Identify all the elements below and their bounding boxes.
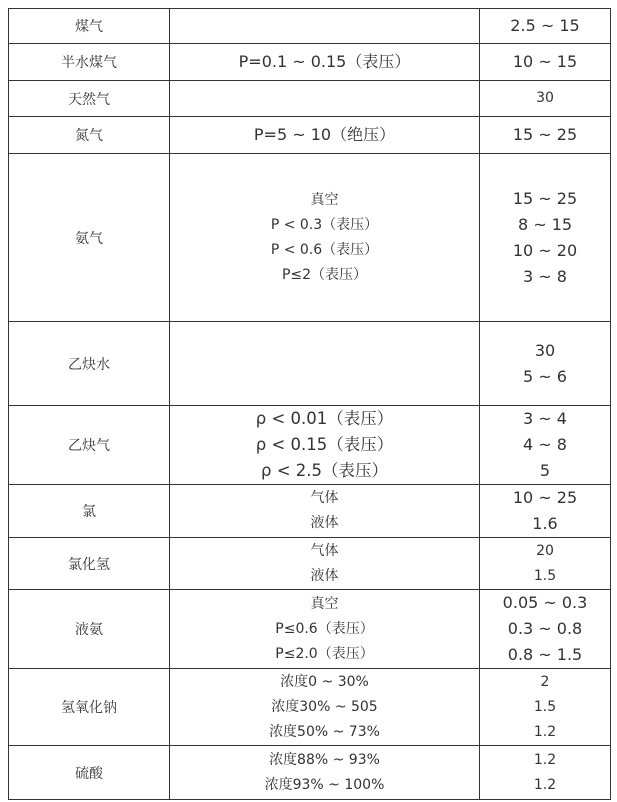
condition-line: P=0.1 ~ 0.15（表压）: [238, 52, 411, 71]
condition-cell: [170, 44, 480, 81]
velocity-line: 1.2: [533, 776, 557, 793]
velocity-line: 10 ~ 15: [512, 52, 578, 71]
medium-name-cell: 氯化氢: [9, 538, 170, 590]
condition-line: 浓度30% ~ 505: [271, 698, 378, 715]
table-row: [9, 154, 611, 322]
condition-line: ρ < 2.5（表压）: [260, 461, 389, 480]
velocity-line: 30: [534, 340, 556, 360]
condition-cell: [170, 81, 480, 117]
velocity-line: 5 ~ 6: [523, 366, 567, 386]
table-row: [9, 44, 611, 81]
condition-line: ρ < 0.15（表压）: [255, 435, 394, 454]
condition-cell: [170, 669, 480, 746]
velocity-line: 2: [540, 673, 550, 690]
medium-name-cell: 煤气: [9, 9, 170, 44]
table-row: [9, 538, 611, 590]
velocity-line: 3 ~ 8: [523, 266, 567, 286]
velocity-line: 0.8 ~ 1.5: [507, 645, 583, 664]
velocity-cell: [480, 538, 611, 590]
velocity-line: 5: [539, 461, 551, 480]
condition-cell: [170, 322, 480, 406]
condition-cell: [170, 117, 480, 154]
condition-line: ρ < 0.01（表压）: [255, 409, 394, 428]
table-body: [9, 9, 611, 800]
velocity-cell: [480, 154, 611, 322]
velocity-line: 1.5: [533, 698, 557, 715]
condition-line: 浓度50% ~ 73%: [269, 723, 380, 740]
velocity-line: 1.2: [533, 723, 557, 740]
medium-name-cell: 液氨: [9, 590, 170, 669]
condition-line: P < 0.3（表压）: [270, 216, 379, 233]
condition-line: P=5 ~ 10（绝压）: [253, 125, 396, 144]
condition-line: 气体: [310, 490, 339, 506]
medium-name-cell: 氨气: [9, 154, 170, 322]
flow-velocity-table: [8, 8, 611, 800]
condition-line: P≤2.0（表压）: [275, 645, 374, 662]
velocity-cell: [480, 9, 611, 44]
velocity-line: 8 ~ 15: [517, 214, 573, 234]
velocity-line: 10 ~ 20: [512, 240, 578, 260]
table-row: [9, 746, 611, 800]
table-row: [9, 406, 611, 485]
condition-line: 真空: [310, 595, 339, 612]
velocity-cell: [480, 44, 611, 81]
velocity-line: 15 ~ 25: [512, 188, 578, 208]
condition-line: 浓度0 ~ 30%: [280, 673, 369, 690]
velocity-line: 15 ~ 25: [512, 125, 578, 144]
condition-line: 真空: [310, 191, 339, 208]
velocity-line: 30: [536, 90, 554, 106]
velocity-cell: [480, 81, 611, 117]
velocity-cell: [480, 406, 611, 485]
condition-line: 液体: [310, 567, 339, 584]
medium-name-cell: 硫酸: [9, 746, 170, 800]
condition-line: 浓度93% ~ 100%: [264, 776, 385, 793]
velocity-line: 3 ~ 4: [523, 409, 567, 428]
condition-line: 浓度88% ~ 93%: [269, 751, 380, 768]
medium-name-cell: 乙炔水: [9, 322, 170, 406]
condition-line: P≤0.6（表压）: [275, 620, 374, 637]
velocity-cell: [480, 117, 611, 154]
velocity-line: 20: [536, 542, 554, 559]
velocity-line: 1.5: [533, 567, 557, 584]
condition-line: 液体: [310, 515, 339, 531]
velocity-cell: [480, 322, 611, 406]
condition-cell: [170, 406, 480, 485]
condition-line: 气体: [310, 542, 339, 559]
velocity-line: 1.6: [532, 514, 558, 533]
medium-name-cell: 半水煤气: [9, 44, 170, 81]
velocity-line: 10 ~ 25: [512, 488, 578, 507]
velocity-line: 0.05 ~ 0.3: [502, 593, 588, 612]
velocity-cell: [480, 746, 611, 800]
condition-cell: [170, 154, 480, 322]
velocity-line: 4 ~ 8: [523, 435, 567, 454]
velocity-cell: [480, 590, 611, 669]
condition-line: P≤2（表压）: [281, 266, 368, 283]
table-row: [9, 81, 611, 117]
condition-cell: [170, 9, 480, 44]
table-row: [9, 117, 611, 154]
table-row: [9, 9, 611, 44]
velocity-line: 0.3 ~ 0.8: [507, 619, 583, 638]
medium-name-cell: 乙炔气: [9, 406, 170, 485]
condition-cell: [170, 538, 480, 590]
condition-cell: [170, 590, 480, 669]
velocity-line: 2.5 ~ 15: [510, 16, 580, 35]
condition-cell: [170, 485, 480, 538]
velocity-line: 1.2: [533, 751, 557, 768]
medium-name-cell: 氢氧化钠: [9, 669, 170, 746]
table-row: [9, 590, 611, 669]
velocity-cell: [480, 485, 611, 538]
medium-name-cell: 氯: [9, 485, 170, 538]
condition-cell: [170, 746, 480, 800]
medium-name-cell: 天然气: [9, 81, 170, 117]
table-row: [9, 669, 611, 746]
velocity-cell: [480, 669, 611, 746]
table-row: [9, 322, 611, 406]
condition-line: P < 0.6（表压）: [270, 241, 379, 258]
table-row: [9, 485, 611, 538]
medium-name-cell: 氮气: [9, 117, 170, 154]
